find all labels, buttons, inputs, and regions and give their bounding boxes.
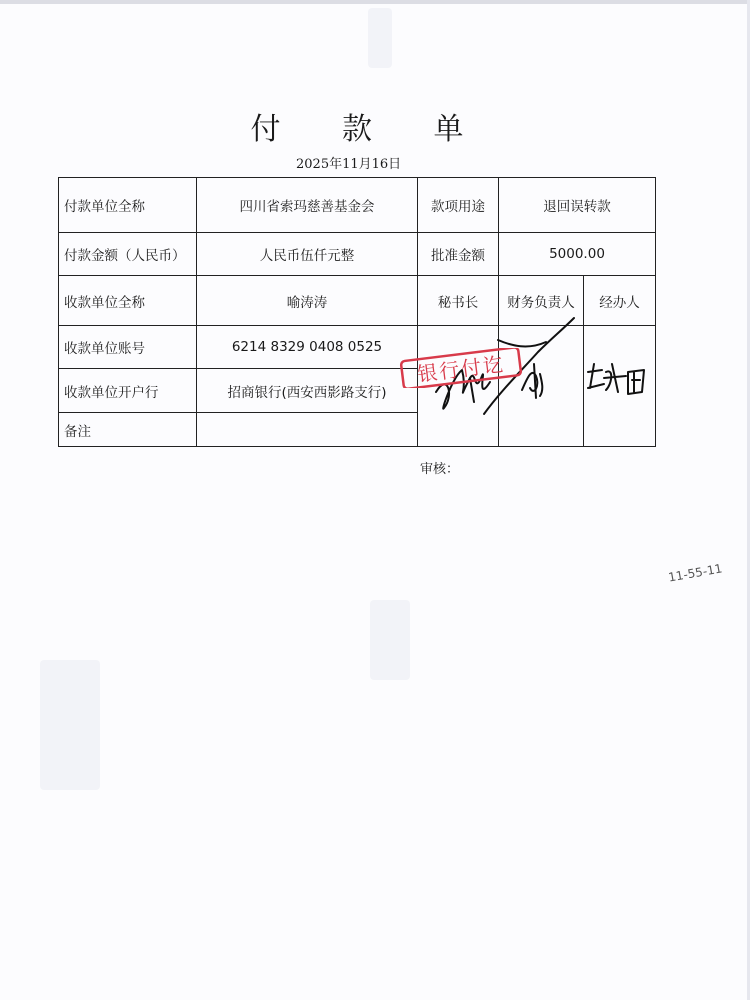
payer-name-label: 付款单位全称 [59,178,197,233]
form-row-payer [59,178,656,233]
remarks-value [197,413,418,447]
form-row-amount [59,233,656,276]
payee-bank-label: 收款单位开户行 [59,369,197,413]
scan-smudge [370,600,410,680]
scan-edge-top [0,0,750,4]
review-label: 审核： [420,462,460,477]
purpose-value: 退回误转款 [499,178,656,233]
payee-name-value: 喻涛涛 [197,276,418,326]
payment-form-table [58,177,656,447]
scan-smudge [40,660,100,790]
bank-paid-stamp [398,348,526,388]
finance-head-label: 财务负责人 [499,276,584,326]
payee-account-value: 6214 8329 0408 0525 [197,326,418,369]
document-title: 付 款 单 [250,112,490,147]
payee-name-label: 收款单位全称 [59,276,197,326]
approved-amount-label: 批准金额 [418,233,499,276]
amount-in-words-value: 人民币伍仟元整 [197,233,418,276]
purpose-label: 款项用途 [418,178,499,233]
form-row-account [59,326,656,369]
payee-bank-value: 招商银行(西安西影路支行) [197,369,418,413]
approved-amount-value: 5000.00 [499,233,656,276]
margin-handwritten-note: 11-55-11 [667,561,724,585]
document-date: 2025年11月16日 [296,157,402,172]
handler-signature-cell [584,326,656,447]
stamp-text: 银行付讫 [415,351,507,387]
remarks-label: 备注 [59,413,197,447]
payee-account-label: 收款单位账号 [59,326,197,369]
scan-smudge [368,8,392,68]
payer-name-value: 四川省索玛慈善基金会 [197,178,418,233]
form-row-payee [59,276,656,326]
handler-label: 经办人 [584,276,656,326]
amount-label: 付款金额（人民币） [59,233,197,276]
secretary-general-label: 秘书长 [418,276,499,326]
